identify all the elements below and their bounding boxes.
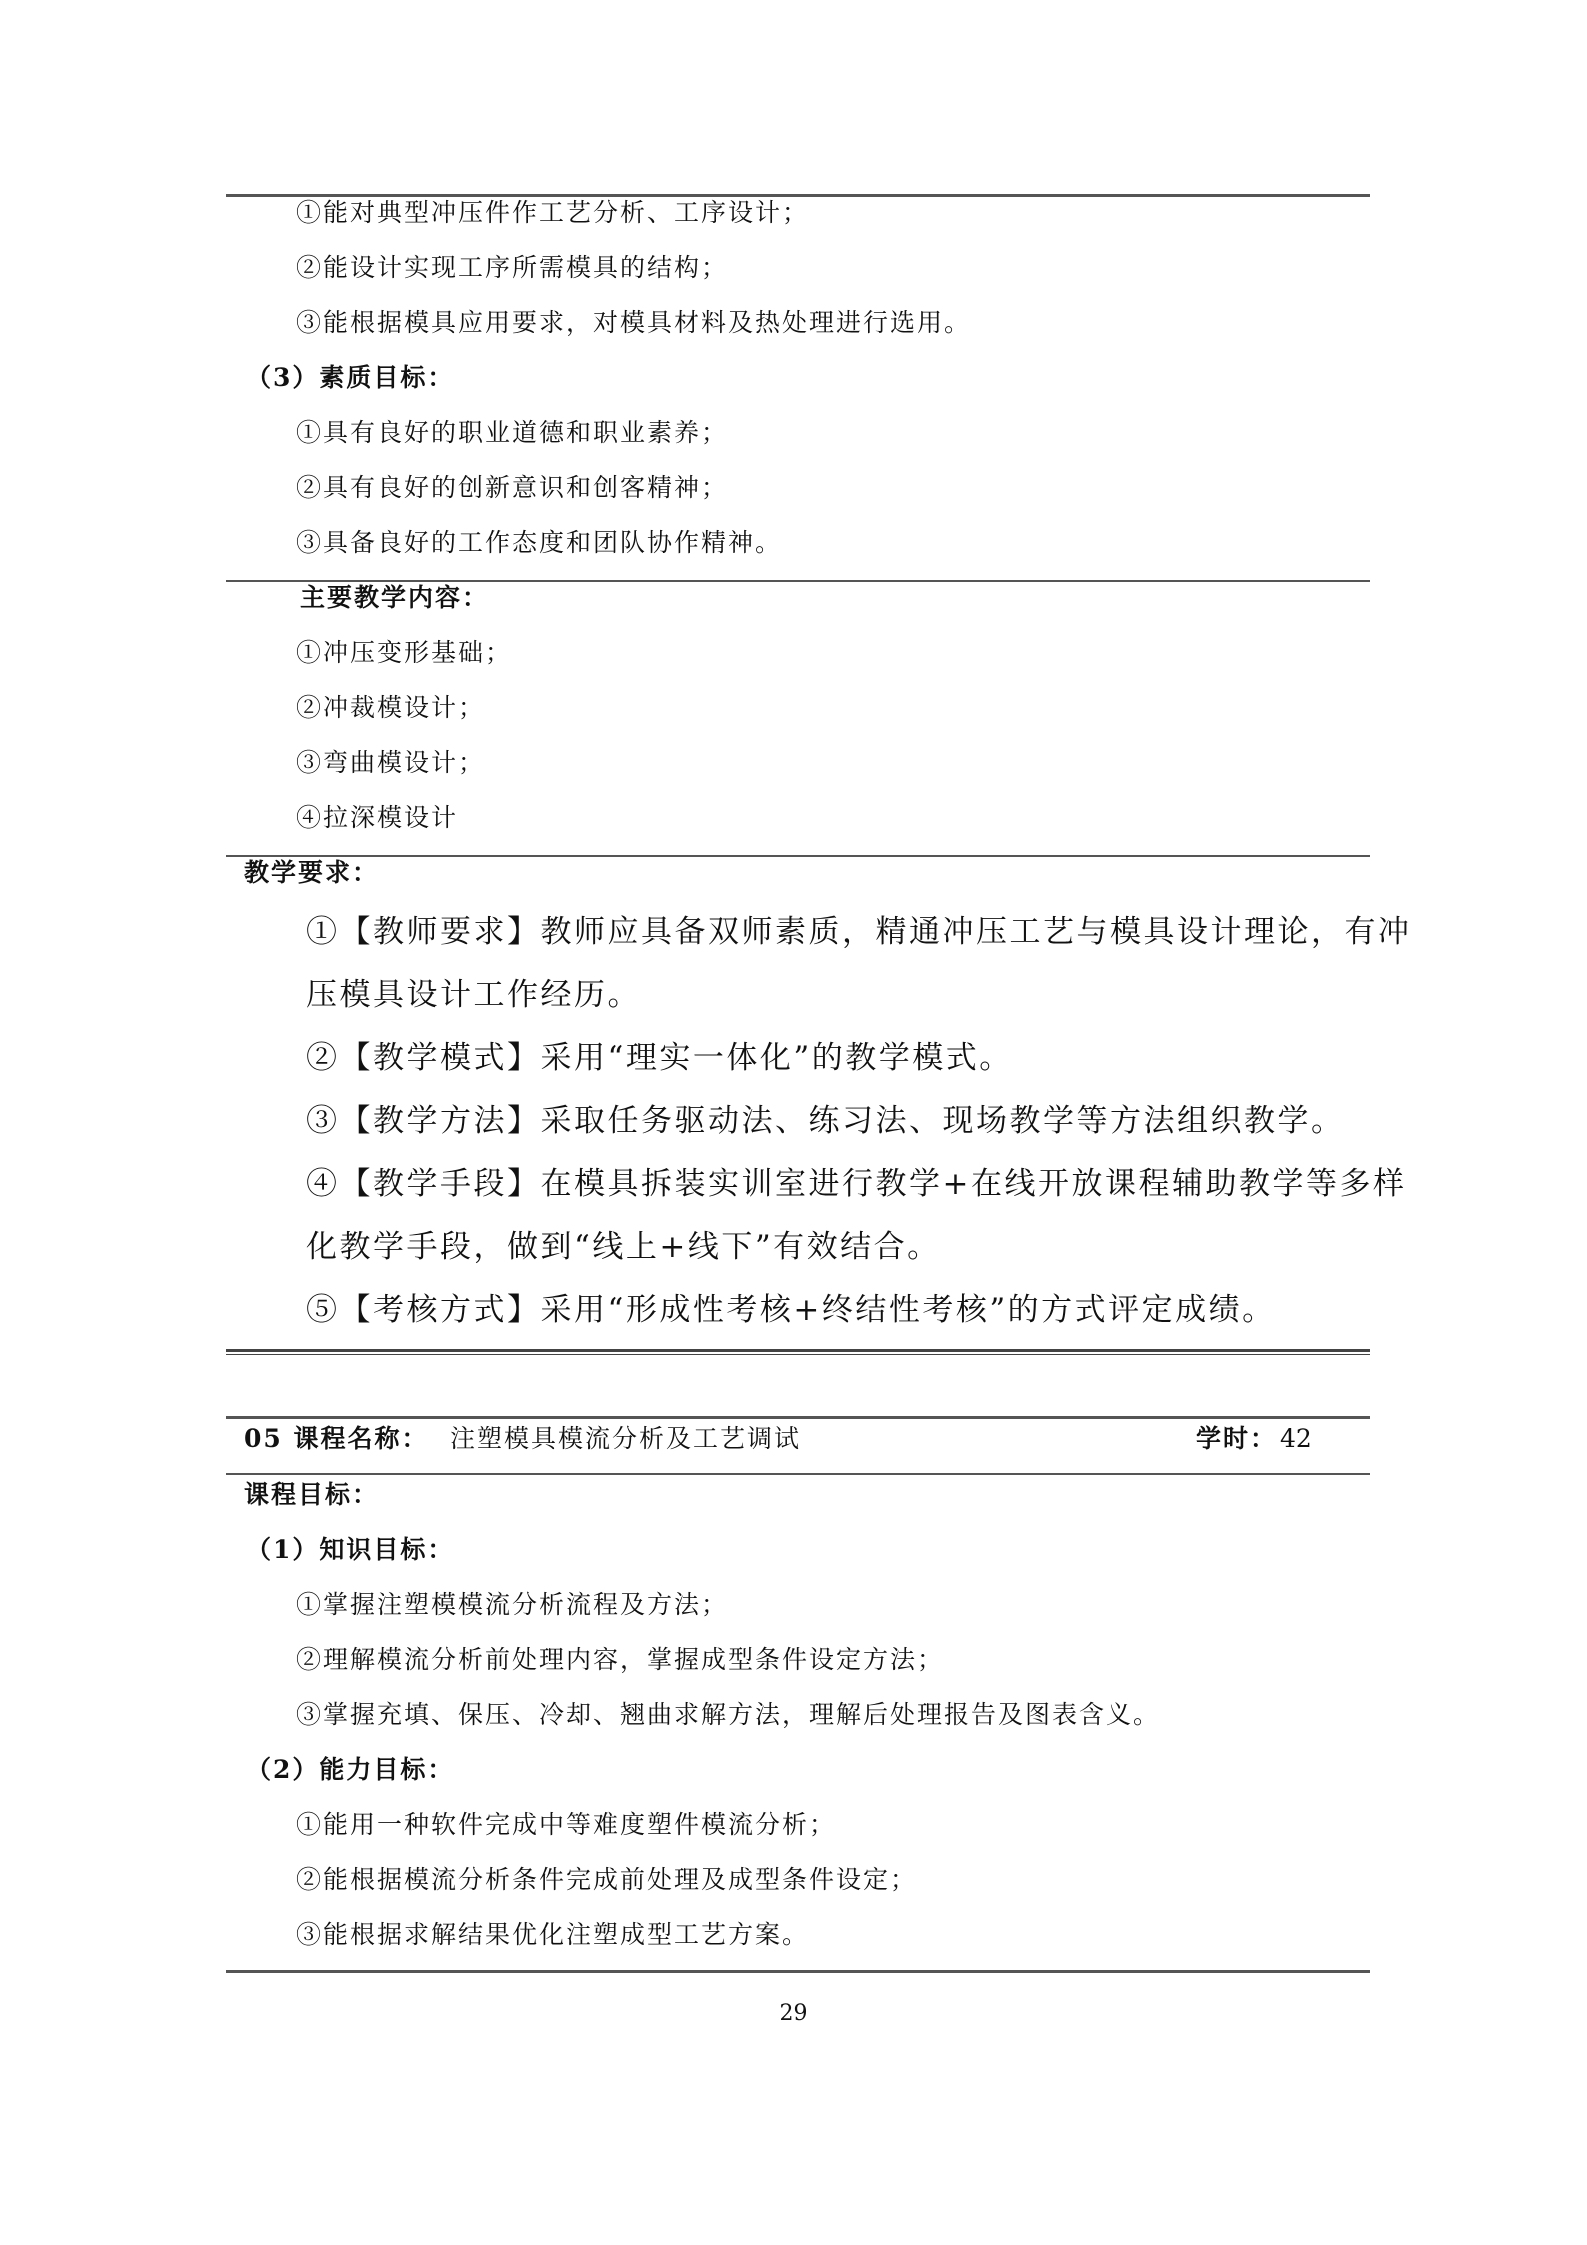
- requirement-heading: 教学要求：: [244, 858, 380, 887]
- course-hours-label: 学时：: [1196, 1424, 1278, 1453]
- section-divider: [226, 580, 1370, 582]
- course-ability-item-3: ③能根据求解结果优化注塑成型工艺方案。: [296, 1920, 810, 1949]
- section-divider: [226, 855, 1370, 857]
- table-bottom-rule: [226, 1349, 1370, 1355]
- ability-objectives-heading: （2）能力目标：: [246, 1755, 455, 1784]
- content-item-2: ②冲裁模设计；: [296, 693, 486, 722]
- content-item-4: ④拉深模设计: [296, 803, 459, 832]
- ability-item-2: ②能设计实现工序所需模具的结构；: [296, 253, 729, 282]
- quality-objectives-heading: （3）素质目标：: [246, 363, 455, 392]
- requirement-line-6: 化教学手段，做到“线上+线下”有效结合。: [306, 1229, 941, 1265]
- table-top-rule: [226, 194, 1370, 197]
- course-table-top-rule: [226, 1416, 1370, 1419]
- requirement-line-5: ④【教学手段】在模具拆装实训室进行教学+在线开放课程辅助教学等多样: [306, 1166, 1407, 1202]
- course-ability-item-1: ①能用一种软件完成中等难度塑件模流分析；: [296, 1810, 837, 1839]
- knowledge-item-3: ③掌握充填、保压、冷却、翘曲求解方法，理解后处理报告及图表含义。: [296, 1700, 1161, 1729]
- ability-item-1: ①能对典型冲压件作工艺分析、工序设计；: [296, 198, 810, 227]
- quality-item-1: ①具有良好的职业道德和职业素养；: [296, 418, 729, 447]
- requirement-line-2: 压模具设计工作经历。: [306, 977, 641, 1013]
- content-item-3: ③弯曲模设计；: [296, 748, 486, 777]
- course-objectives-heading: 课程目标：: [244, 1480, 380, 1509]
- ability-item-3: ③能根据模具应用要求，对模具材料及热处理进行选用。: [296, 308, 972, 337]
- course-name: 注塑模具模流分析及工艺调试: [450, 1424, 802, 1453]
- knowledge-item-1: ①掌握注塑模模流分析流程及方法；: [296, 1590, 729, 1619]
- content-item-1: ①冲压变形基础；: [296, 638, 513, 667]
- requirement-line-7: ⑤【考核方式】采用“形成性考核+终结性考核”的方式评定成绩。: [306, 1292, 1276, 1328]
- requirement-line-1: ①【教师要求】教师应具备双师素质，精通冲压工艺与模具设计理论，有冲: [306, 914, 1412, 950]
- requirement-line-4: ③【教学方法】采取任务驱动法、练习法、现场教学等方法组织教学。: [306, 1103, 1345, 1139]
- knowledge-item-2: ②理解模流分析前处理内容，掌握成型条件设定方法；: [296, 1645, 945, 1674]
- quality-item-2: ②具有良好的创新意识和创客精神；: [296, 473, 729, 502]
- course-table-bottom-rule: [226, 1970, 1370, 1973]
- content-heading: 主要教学内容：: [300, 583, 490, 612]
- quality-item-3: ③具备良好的工作态度和团队协作精神。: [296, 528, 783, 557]
- requirement-line-3: ②【教学模式】采用“理实一体化”的教学模式。: [306, 1040, 1013, 1076]
- course-hours-value: 42: [1280, 1424, 1312, 1453]
- course-ability-item-2: ②能根据模流分析条件完成前处理及成型条件设定；: [296, 1865, 918, 1894]
- page-number: 29: [779, 2001, 808, 2026]
- course-number-label: 05 课程名称：: [244, 1424, 429, 1453]
- course-header-divider: [226, 1473, 1370, 1475]
- knowledge-objectives-heading: （1）知识目标：: [246, 1535, 455, 1564]
